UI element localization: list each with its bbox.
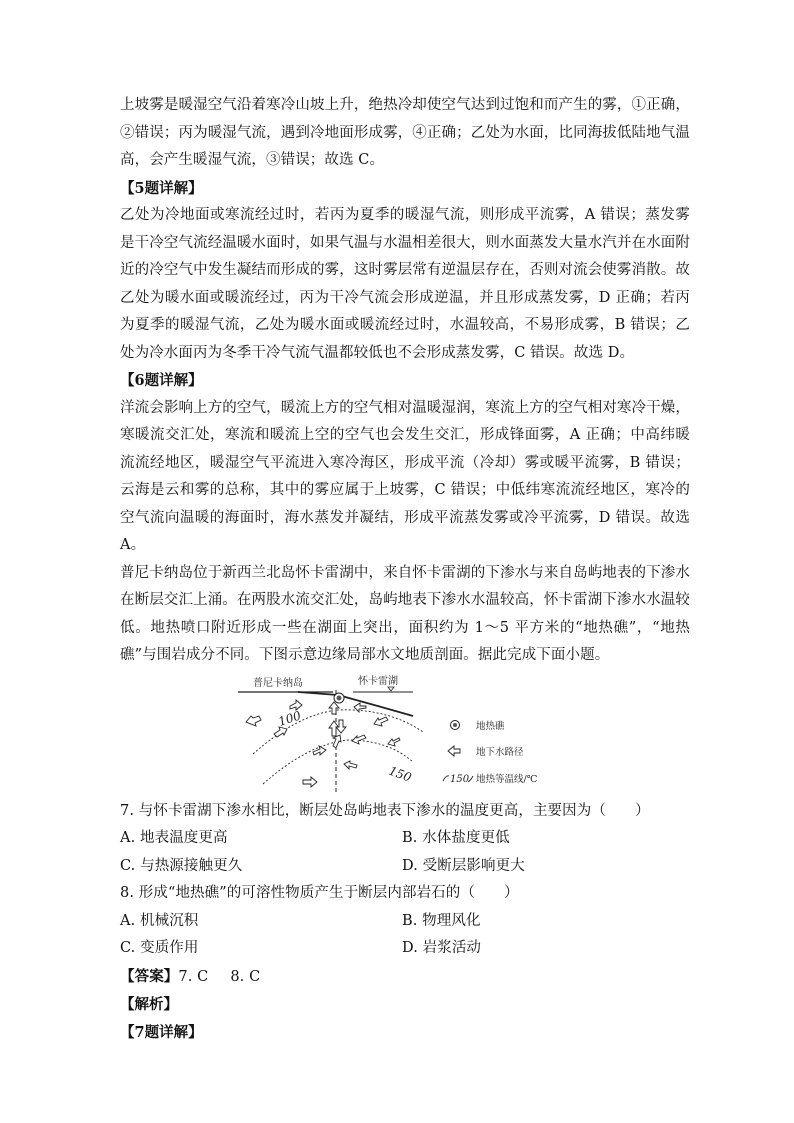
water-level-icon — [388, 687, 394, 691]
legend-arrow-icon — [448, 746, 460, 756]
q8-option-b: B. 物理风化 — [402, 912, 481, 929]
arrow-icon-1 — [246, 716, 261, 726]
legend-isotherm-value: 150 — [450, 773, 470, 785]
q8-stem: 8. 形成“地热礁”的可溶性物质产生于断层内部岩石的（ ） — [120, 885, 519, 901]
q6-heading: 【6题详解】 — [120, 372, 203, 389]
legend-reef-label: 地热礁 — [476, 720, 505, 732]
geothermal-reef-core — [337, 695, 342, 700]
lake-bed-line — [298, 692, 413, 716]
material-paragraph: 普尼卡纳岛位于新西兰北岛怀卡雷湖中，来自怀卡雷湖的下渗水与来自岛屿地表的下渗水在断层交汇上涌。在两股水流交汇处，岛屿地表下渗水水温较高，怀卡雷湖下渗水水温较低。地热喷口附近形成一些在湖面上突出，面积约为 1～5 平方米的“地热礁”，“地热礁”与围岩成分不同。下图示意边缘局部水文地质剖面。据此完成下面小题。 — [120, 564, 690, 663]
q7-option-c: C. 与热源接触更久 — [120, 857, 243, 874]
answer-line — [120, 963, 690, 992]
arrow-icon-12 — [344, 761, 357, 769]
q5-heading: 【5题详解】 — [120, 179, 203, 197]
arrow-icon-4 — [313, 746, 326, 755]
q7-option-b: B. 水体盐度更低 — [402, 830, 510, 846]
answer-label: 【答案】 — [120, 967, 179, 985]
answer-8: 8. C — [230, 968, 261, 985]
arrow-icon-10 — [352, 735, 366, 744]
arrow-icon-9 — [374, 717, 388, 726]
q7-options — [120, 825, 690, 880]
answer-7: 7. C — [178, 968, 209, 985]
arrow-icon-7 — [329, 702, 339, 714]
q7-stem: 7. 与怀卡雷湖下渗水相比，断层处岛屿地表下渗水的温度更高，主要因为（ ） — [120, 802, 650, 819]
legend-path-label: 地下水路径 — [476, 746, 524, 758]
q8-option-a: A. 机械沉积 — [120, 912, 199, 929]
isotherm-150-label: 150 — [386, 763, 414, 785]
profile-diagram — [238, 674, 668, 792]
arrow-icon-11 — [388, 738, 400, 746]
analysis-heading: 【解析】 — [120, 996, 178, 1013]
legend-isotherm-label: 地热等温线/℃ — [476, 773, 538, 785]
q7-heading: 【7题详解】 — [120, 1023, 203, 1041]
q7-option-a: A. 地表温度更高 — [120, 830, 228, 846]
hydrogeology-profile-figure — [238, 674, 668, 792]
q8-option-d: D. 岩浆活动 — [402, 940, 482, 956]
q8-option-c: C. 变质作用 — [120, 940, 199, 956]
lake-label: 怀卡雷湖 — [358, 675, 398, 687]
q7-option-d: D. 受断层影响更大 — [402, 857, 525, 874]
arrow-icon-8 — [354, 703, 366, 712]
island-label: 普尼卡纳岛 — [253, 677, 303, 689]
arrow-icon-5 — [303, 777, 317, 787]
q5-explanation: 乙处为冷地面或寒流经过时，若丙为夏季的暖湿气流，则形成平流雾，A 错误；蒸发雾是干冷空气流经温暖水面时，如果气温与水温相差很大，则水面蒸发大量水汽并在水面附近的冷空气中发生凝结而形成的雾，这时雾层常有逆温层存在，否则对流会使雾消散。故乙处为暖水面或暖流经过，丙为干冷气流会形成逆温，并且形成蒸发雾，D 正确；若丙为夏季的暖湿气流，乙处为暖水面或暖流经过时，水温较高，不易形成雾，B 错误；乙处为冷水面丙为冬季干冷气流气温都较低也不会形成蒸发雾，C 错误。故选 D。 — [120, 207, 690, 361]
q6-explanation: 洋流会影响上方的空气，暖流上方的空气相对温暖湿润，寒流上方的空气相对寒冷干燥，寒暖流交汇处，寒流和暖流上空的空气也会发生交汇，形成锋面雾，A 正确；中高纬暖流流经地区，暖湿空气平流进入寒冷海区，形成平流（冷却）雾或暖平流雾，B 错误；云海是云和雾的总称，其中的雾应属于上坡雾，C 错误；中低纬寒流流经地区，寒冷的空气流向温暖的海面时，海水蒸发并凝结，形成平流蒸发雾或冷平流雾，D 错误。故选 A。 — [120, 399, 690, 553]
isotherm-100-label: 100 — [276, 707, 303, 729]
document-page — [120, 92, 690, 1046]
arrow-icon-14 — [333, 735, 341, 748]
q8-options — [120, 908, 690, 963]
intro-paragraph: 上坡雾是暖湿空气沿着寒冷山坡上升，绝热冷却使空气达到过饱和而产生的雾，①正确，②错误；丙为暖湿气流，遇到冷地面形成雾，④正确；乙处为水面，比同海拔低陆地气温高，会产生暖湿气流，③错误；故选 C。 — [120, 97, 690, 168]
